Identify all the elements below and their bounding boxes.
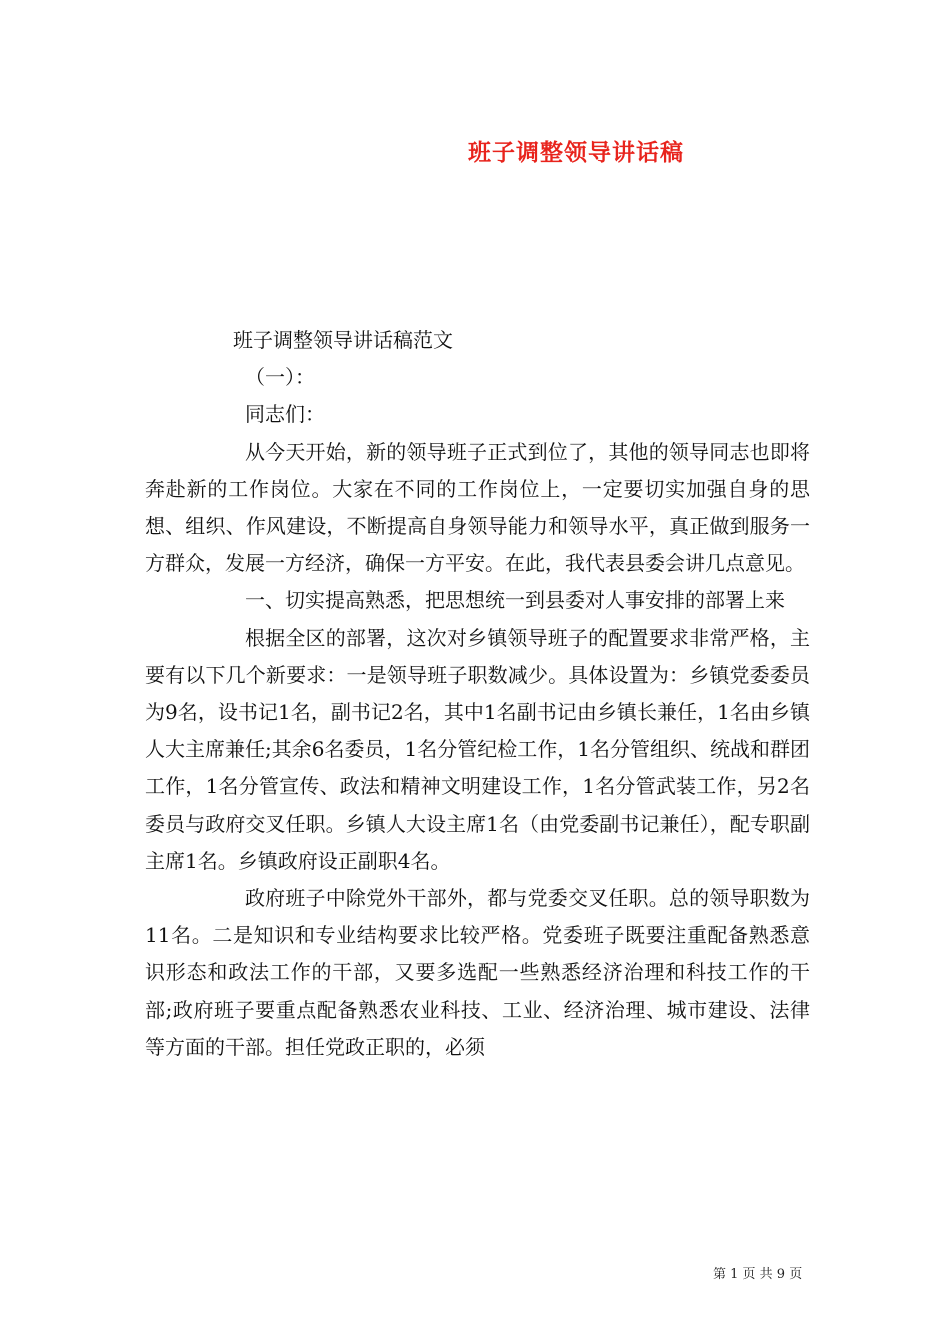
paragraph-body: 政府班子中除党外干部外，都与党委交叉任职。总的领导职数为11名。二是知识和专业结构要求比较严格。党委班子既要注重配备熟悉意识形态和政法工作的干部，又要多选配一些熟悉经济治理和科技工作的干部;政府班子要重点配备熟悉农业科技、工业、经济治理、城市建设、法律等方面的干部。担任党政正职的，必须	[145, 886, 810, 1059]
paragraph-body: 从今天开始，新的领导班子正式到位了，其他的领导同志也即将奔赴新的工作岗位。大家在不同的工作岗位上，一定要切实加强自身的思想、组织、作风建设，不断提高自身领导能力和领导水平，真正做到服务一方群众，发展一方经济，确保一方平安。在此，我代表县委会讲几点意见。	[145, 439, 810, 576]
paragraph-subtitle: 班子调整领导讲话稿范文	[233, 328, 453, 352]
document-title: 班子调整领导讲话稿	[468, 139, 684, 166]
paragraph-section-number: （一）：	[245, 365, 315, 390]
paragraph-body: 根据全区的部署，这次对乡镇领导班子的配置要求非常严格，主要有以下几个新要求：一是领导班子职数减少。具体设置为：乡镇党委委员为9名，设书记1名，副书记2名，其中1名副书记由乡镇长兼任，1名由乡镇人大主席兼任;其余6名委员，1名分管纪检工作，1名分管组织、统战和群团工作，1名分管宣传、政法和精神文明建设工作，1名分管武装工作，另2名委员与政府交叉任职。乡镇人大设主席1名（由党委副书记兼任），配专职副主席1名。乡镇政府设正副职4名。	[145, 625, 810, 873]
paragraph-salutation: 同志们：	[245, 402, 325, 427]
document-body	[145, 322, 810, 1066]
page-number: 第 1 页 共 9 页	[713, 1267, 803, 1282]
paragraph-heading: 一、切实提高熟悉，把思想统一到县委对人事安排的部署上来	[245, 588, 785, 613]
